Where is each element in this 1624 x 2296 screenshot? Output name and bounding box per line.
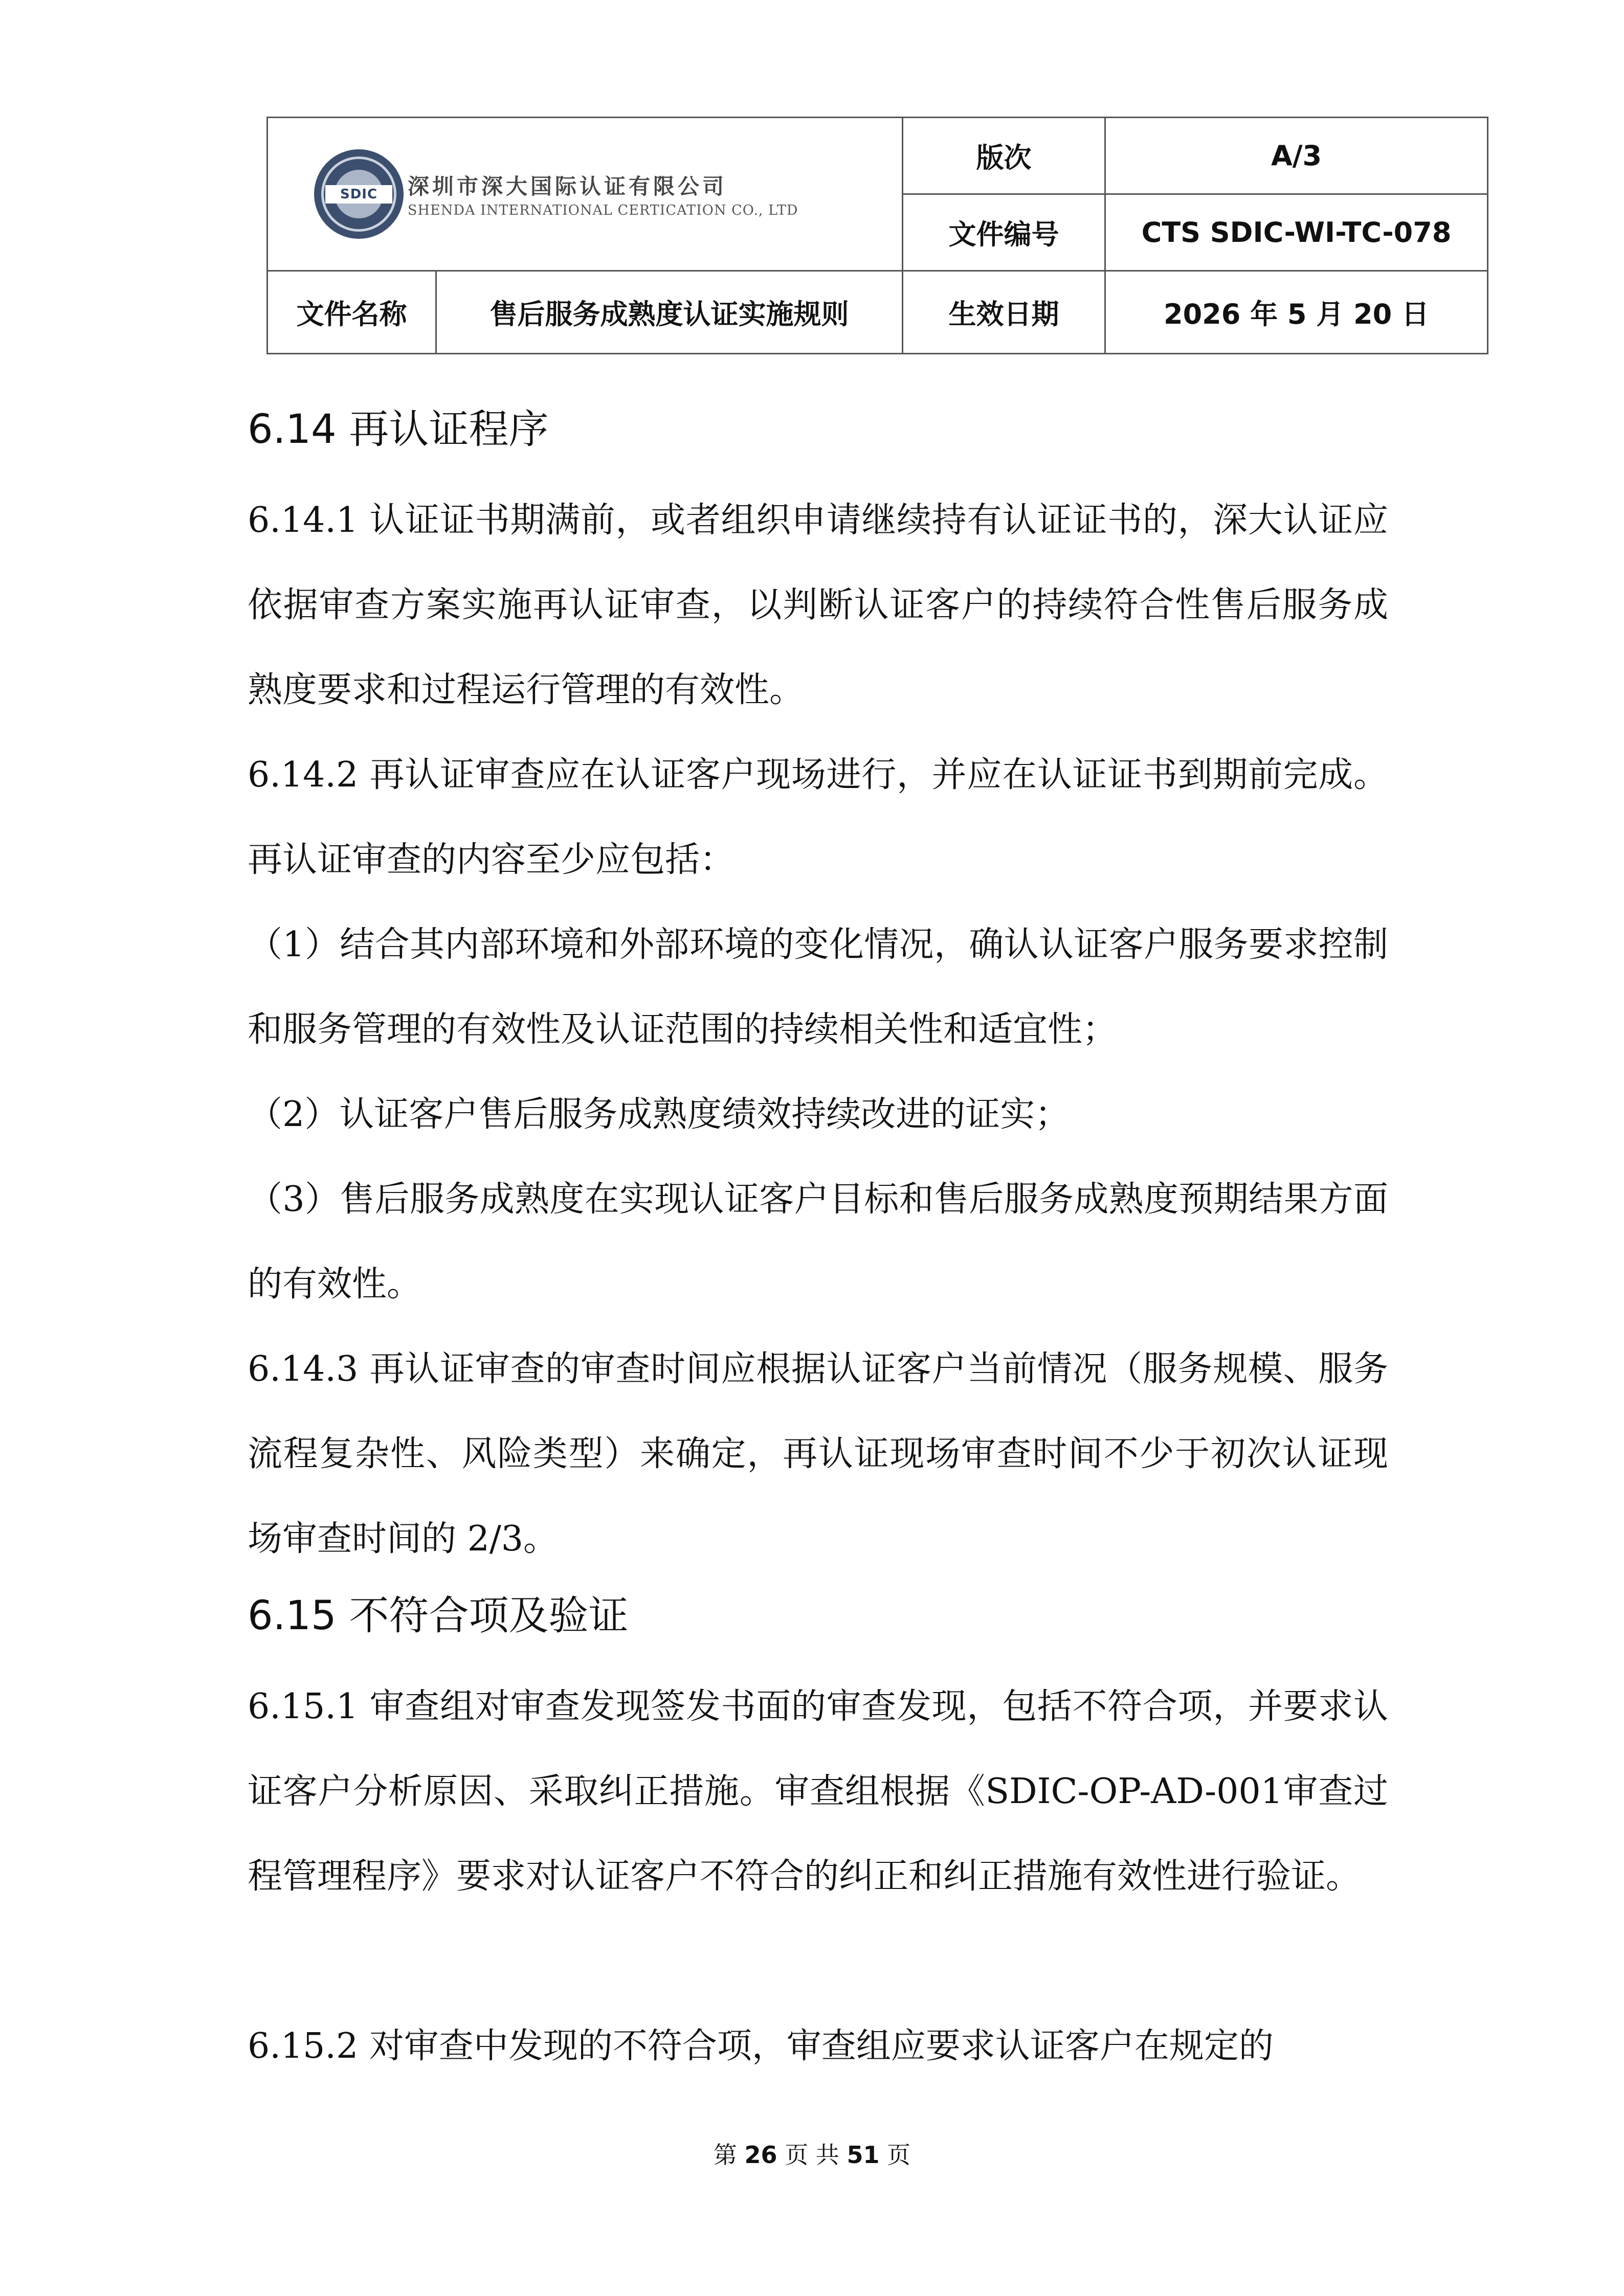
version-label: 版次 [903, 118, 1105, 194]
paragraph-6-14-3: 6.14.3 再认证审查的审查时间应根据认证客户当前情况（服务规模、服务流程复杂性、风险类型）来确定，再认证现场审查时间不少于初次认证现场审查时间的 2/3。 [248, 1349, 1388, 1559]
effective-date-value: 2026 年 5 月 20 日 [1105, 271, 1488, 354]
paragraph-6-15-2: 6.15.2 对审查中发现的不符合项，审查组应要求认证客户在规定的 [248, 2026, 1274, 2066]
page-number: 26 [744, 2141, 777, 2169]
paragraph-6-15-1: 6.15.1 审查组对审查发现签发书面的审查发现，包括不符合项，并要求认证客户分析原因、采取纠正措施。审查组根据《SDIC-OP-AD-001审查过程管理程序》要求对认证客户不符合的纠正和纠正措施有效性进行验证。 [248, 1686, 1388, 1897]
paragraph-6-14-1: 6.14.1 认证证书期满前，或者组织申请继续持有认证证书的，深大认证应依据审查方案实施再认证审查，以判断认证客户的持续符合性售后服务成熟度要求和过程运行管理的有效性。 [248, 500, 1388, 710]
page-footer: 第 26 页 共 51 页 [713, 2141, 911, 2169]
document-header-table [266, 117, 1488, 354]
version-value: A/3 [1105, 118, 1488, 194]
section-heading-6-15: 6.15 不符合项及验证 [248, 1593, 629, 1639]
company-name-cn: 深圳市深大国际认证有限公司 [408, 174, 727, 199]
paragraph-6-14-2: 6.14.2 再认证审查应在认证客户现场进行，并应在认证证书到期前完成。再认证审查的内容至少应包括： [248, 755, 1388, 880]
doc-number-value: CTS SDIC-WI-TC-078 [1105, 194, 1488, 271]
effective-date-label: 生效日期 [903, 271, 1105, 354]
doc-name-label: 文件名称 [268, 271, 436, 354]
list-item-3: （3）售后服务成熟度在实现认证客户目标和售后服务成熟度预期结果方面的有效性。 [248, 1179, 1388, 1304]
list-item-1: （1）结合其内部环境和外部环境的变化情况，确认认证客户服务要求控制和服务管理的有效性及认证范围的持续相关性和适宜性； [248, 925, 1388, 1050]
company-name-en: SHENDA INTERNATIONAL CERTICATION CO., LTD [408, 202, 798, 218]
company-logo-cell [268, 118, 903, 271]
company-seal-icon: SDIC [314, 149, 404, 239]
doc-name-value: 售后服务成熟度认证实施规则 [436, 271, 903, 354]
doc-number-label: 文件编号 [903, 194, 1105, 271]
total-pages: 51 [847, 2141, 880, 2169]
section-heading-6-14: 6.14 再认证程序 [248, 407, 549, 453]
list-item-2: （2）认证客户售后服务成熟度绩效持续改进的证实； [248, 1094, 1070, 1135]
